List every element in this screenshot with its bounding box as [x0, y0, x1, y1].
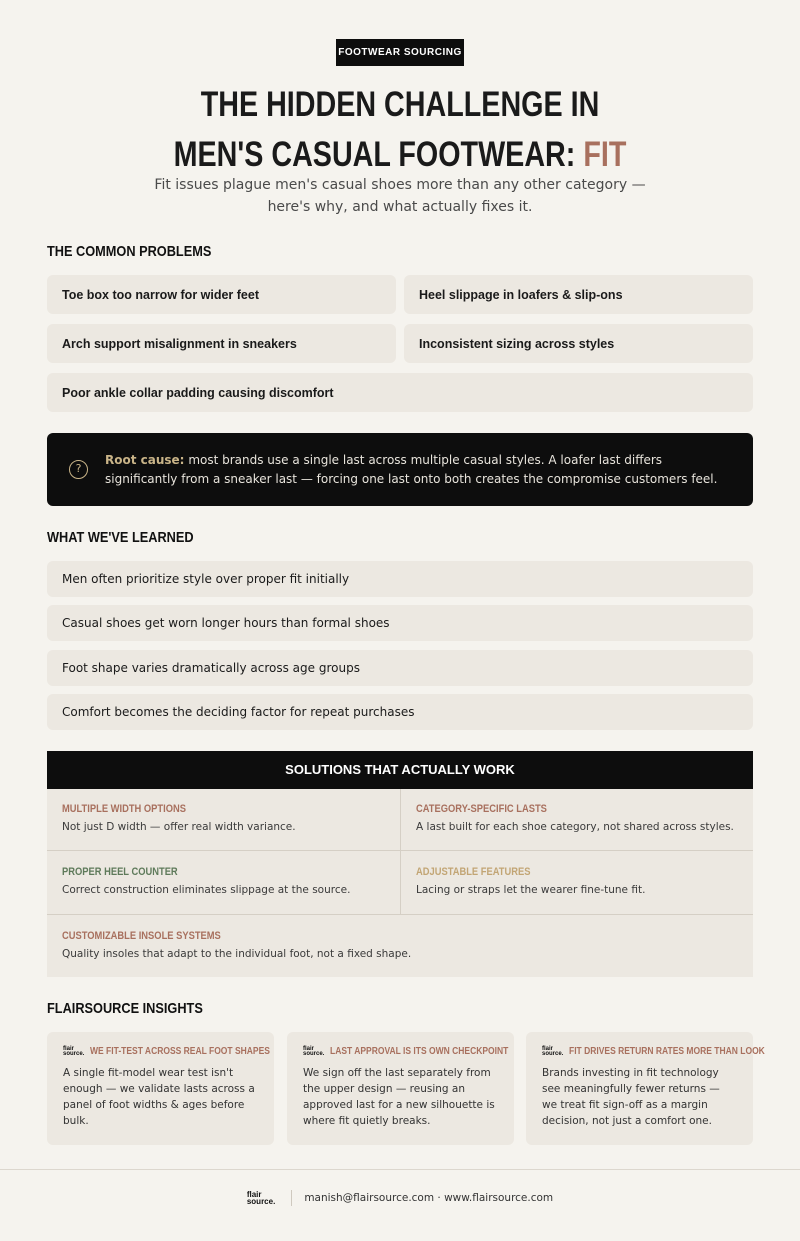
solution-item — [401, 789, 753, 833]
root-cause-text — [105, 451, 723, 489]
logo-line: source. — [542, 1050, 564, 1057]
insight-card — [287, 1032, 514, 1145]
solution-title: CATEGORY-SPECIFIC LASTS — [416, 803, 547, 815]
insight-head — [542, 1045, 766, 1057]
title-line-2-main: MEN'S CASUAL FOOTWEAR: — [173, 135, 576, 174]
insight-title: LAST APPROVAL IS ITS OWN CHECKPOINT — [330, 1046, 509, 1057]
insights-heading: FLAIRSOURCE INSIGHTS — [47, 1000, 203, 1017]
problem-card: Heel slippage in loafers & slip-ons — [404, 275, 753, 314]
solution-title: PROPER HEEL COUNTER — [62, 866, 178, 878]
logo-line: flair — [246, 1190, 262, 1199]
subtitle: Fit issues plague men's casual shoes more than any other category — here's why, and what actually fixes it. — [154, 177, 646, 215]
solution-title: MULTIPLE WIDTH OPTIONS — [62, 803, 186, 815]
insight-title: FIT DRIVES RETURN RATES MORE THAN LOOK — [569, 1046, 766, 1057]
logo-line: flair — [303, 1045, 315, 1052]
solution-desc: A last built for each shoe category, not shared across styles. — [416, 821, 734, 833]
solutions-heading: SOLUTIONS THAT ACTUALLY WORK — [47, 751, 753, 789]
solution-item — [47, 789, 400, 833]
logo-line: source. — [303, 1050, 325, 1057]
solution-desc: Quality insoles that adapt to the individual foot, not a fixed shape. — [62, 948, 412, 960]
title-line-1: THE HIDDEN CHALLENGE IN — [200, 85, 600, 124]
learned-heading: WHAT WE'VE LEARNED — [47, 529, 194, 546]
footer-contact[interactable]: manish@flairsource.com · www.flairsource.com — [304, 1192, 554, 1204]
root-cause-lead: Root cause: — [105, 452, 185, 467]
insight-card — [47, 1032, 274, 1145]
flairsource-logo — [303, 1047, 324, 1057]
question-circle-icon: ? — [69, 460, 88, 479]
solution-title: ADJUSTABLE FEATURES — [416, 866, 531, 878]
flairsource-logo — [63, 1047, 84, 1057]
insight-card — [526, 1032, 766, 1145]
divider — [47, 914, 753, 915]
solution-item — [401, 852, 753, 896]
problem-card: Poor ankle collar padding causing discomfort — [47, 373, 753, 412]
flairsource-logo — [542, 1047, 563, 1057]
insight-desc: A single fit-model wear test isn't enough — we validate lasts across a panel of foot widths & ages before bulk. — [63, 1067, 255, 1127]
footer-separator — [291, 1190, 292, 1206]
insight-desc: Brands investing in fit technology see meaningfully fewer returns — we treat fit sign-off as a margin decision, not just a comfort one. — [542, 1067, 720, 1127]
solution-item — [47, 916, 753, 960]
title-line-2 — [72, 130, 728, 180]
learned-item: Comfort becomes the deciding factor for repeat purchases — [47, 694, 753, 730]
logo-line: source. — [246, 1197, 276, 1206]
solutions-grid — [47, 789, 753, 977]
logo-line: flair — [542, 1045, 554, 1052]
problem-card: Inconsistent sizing across styles — [404, 324, 753, 363]
learned-item: Men often prioritize style over proper fit initially — [47, 561, 753, 597]
solution-title: CUSTOMIZABLE INSOLE SYSTEMS — [62, 930, 221, 942]
problems-heading: THE COMMON PROBLEMS — [47, 243, 212, 260]
tag-wrap — [0, 39, 800, 66]
root-cause-callout — [47, 433, 753, 506]
learned-item: Casual shoes get worn longer hours than formal shoes — [47, 605, 753, 641]
footer — [0, 1190, 800, 1206]
page-title — [72, 80, 728, 180]
solution-desc: Lacing or straps let the wearer fine-tune fit. — [416, 884, 646, 896]
insight-head — [63, 1045, 271, 1057]
title-accent: FIT — [583, 135, 627, 174]
root-cause-body: most brands use a single last across multiple casual styles. A loafer last differs significantly from a sneaker last — forcing one last onto both creates the compromise customers feel. — [105, 452, 718, 486]
insight-desc: We sign off the last separately from the upper design — reusing an approved last for a new silhouette is where fit quietly breaks. — [303, 1067, 495, 1127]
logo-line: source. — [63, 1050, 85, 1057]
solution-item — [47, 852, 400, 896]
category-tag: FOOTWEAR SOURCING — [336, 39, 464, 66]
logo-line: flair — [63, 1045, 75, 1052]
solution-desc: Not just D width — offer real width variance. — [62, 821, 296, 833]
footer-divider — [0, 1169, 800, 1170]
learned-item: Foot shape varies dramatically across age groups — [47, 650, 753, 686]
divider — [47, 850, 753, 851]
insight-head — [303, 1045, 509, 1057]
problem-card: Toe box too narrow for wider feet — [47, 275, 396, 314]
solution-desc: Correct construction eliminates slippage at the source. — [62, 884, 351, 896]
footer-logo — [247, 1191, 275, 1205]
insight-title: WE FIT-TEST ACROSS REAL FOOT SHAPES — [90, 1046, 271, 1057]
problem-card: Arch support misalignment in sneakers — [47, 324, 396, 363]
